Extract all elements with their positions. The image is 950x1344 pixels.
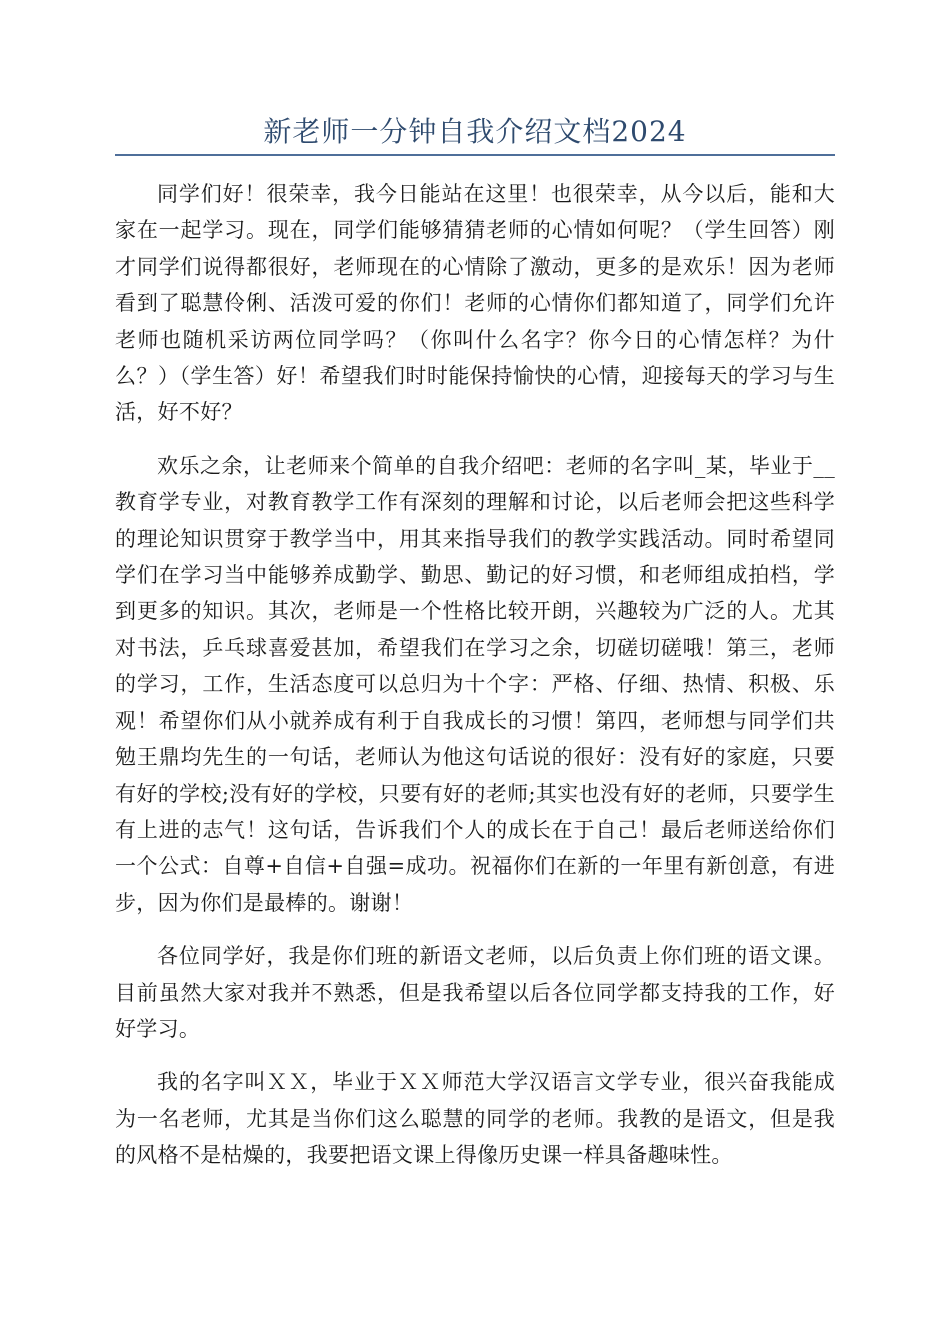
- paragraph-chinese-teacher: 各位同学好，我是你们班的新语文老师，以后负责上你们班的语文课。目前虽然大家对我并不熟悉，但是我希望以后各位同学都支持我的工作，好好学习。: [115, 944, 835, 1041]
- title-underline: [115, 154, 835, 156]
- paragraph-greeting: 同学们好！很荣幸，我今日能站在这里！也很荣幸，从今以后，能和大家在一起学习。现在，同学们能够猜猜老师的心情如何呢？（学生回答）刚才同学们说得都很好，老师现在的心情除了激动，更多的是欢乐！因为老师看到了聪慧伶俐、活泼可爱的你们！老师的心情你们都知道了，同学们允许老师也随机采访两位同学吗？（你叫什么名字？你今日的心情怎样？为什么？）（学生答）好！希望我们时时能保持愉快的心情，迎接每天的学习与生活，好不好？: [115, 182, 835, 425]
- paragraph-self-introduction: 欢乐之余，让老师来个简单的自我介绍吧：老师的名字叫_某，毕业于__教育学专业，对教育教学工作有深刻的理解和讨论，以后老师会把这些科学的理论知识贯穿于教学当中，用其来指导我们的教学实践活动。同时希望同学们在学习当中能够养成勤学、勤思、勤记的好习惯，和老师组成拍档，学到更多的知识。其次，老师是一个性格比较开朗，兴趣较为广泛的人。尤其对书法，乒乓球喜爱甚加，希望我们在学习之余，切磋切磋哦！第三，老师的学习，工作，生活态度可以总归为十个字：严格、仔细、热情、积极、乐观！希望你们从小就养成有利于自我成长的习惯！第四，老师想与同学们共勉王鼎均先生的一句话，老师认为他这句话说的很好：没有好的家庭，只要有好的学校;没有好的学校，只要有好的老师;其实也没有好的老师，只要学生有上进的志气！这句话，告诉我们个人的成长在于自己！最后老师送给你们一个公式：自尊+自信+自强=成功。祝福你们在新的一年里有新创意，有进步，因为你们是最棒的。谢谢！: [115, 453, 835, 915]
- document-title: 新老师一分钟自我介绍文档2024: [263, 115, 687, 148]
- paragraph-name-and-style: 我的名字叫ＸＸ，毕业于ＸＸ师范大学汉语言文学专业，很兴奋我能成为一名老师，尤其是当你们这么聪慧的同学的老师。我教的是语文，但是我的风格不是枯燥的，我要把语文课上得像历史课一样具备趣味性。: [115, 1070, 835, 1168]
- document-body: [115, 176, 835, 1191]
